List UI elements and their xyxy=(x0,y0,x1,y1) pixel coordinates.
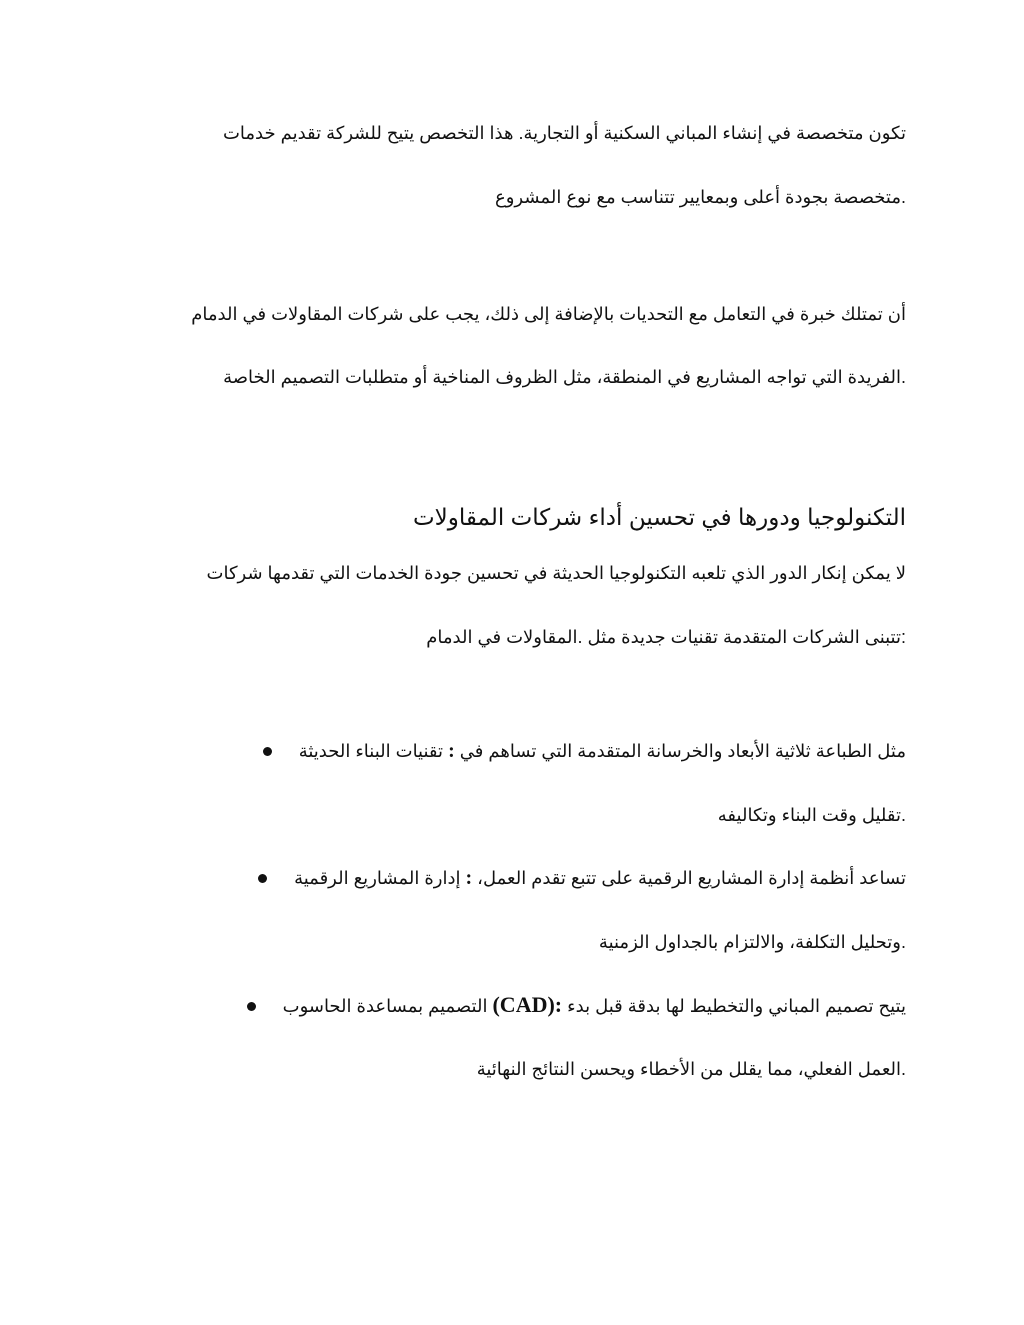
bullet-1-body: مثل الطباعة ثلاثية الأبعاد والخرسانة المتقدمة التي تساهم في xyxy=(459,741,906,761)
bullet-item-1 xyxy=(263,738,906,764)
bullet-1-dot xyxy=(263,747,272,756)
bullet-2-body: تساعد أنظمة إدارة المشاريع الرقمية على تتبع تقدم العمل، xyxy=(477,868,906,888)
bullet-3-abbr: (CAD): xyxy=(492,992,563,1017)
bullet-1-colon: : xyxy=(448,740,455,762)
section-intro-line-2: :تتبنى الشركات المتقدمة تقنيات جديدة مثل .المقاولات في الدمام xyxy=(426,627,906,647)
paragraph-1-line-1: تكون متخصصة في إنشاء المباني السكنية أو التجارية. هذا التخصص يتيح للشركة تقديم خدمات xyxy=(222,123,906,143)
section-heading: التكنولوجيا ودورها في تحسين أداء شركات المقاولات xyxy=(413,504,906,530)
bullet-3-body: يتيح تصميم المباني والتخطيط لها بدقة قبل بدء xyxy=(567,996,906,1016)
bullet-3-label: التصميم بمساعدة الحاسوب xyxy=(282,996,488,1016)
paragraph-1-line-2: .متخصصة بجودة أعلى وبمعايير تتناسب مع نوع المشروع xyxy=(495,187,906,207)
paragraph-2-line-2: .الفريدة التي تواجه المشاريع في المنطقة، مثل الظروف المناخية أو متطلبات التصميم الخاصة xyxy=(223,367,906,387)
bullet-3-dot xyxy=(247,1002,256,1011)
bullet-2-dot xyxy=(258,874,267,883)
bullet-2-label: إدارة المشاريع الرقمية xyxy=(294,868,461,888)
bullet-3-continuation: .العمل الفعلي، مما يقلل من الأخطاء ويحسن النتائج النهائية xyxy=(476,1059,906,1079)
bullet-1-label: تقنيات البناء الحديثة xyxy=(298,741,444,761)
bullet-2-continuation: .وتحليل التكلفة، والالتزام بالجداول الزمنية xyxy=(598,932,906,952)
bullet-item-3 xyxy=(247,992,906,1019)
section-intro-line-1: لا يمكن إنكار الدور الذي تلعبه التكنولوجيا الحديثة في تحسين جودة الخدمات التي تقدمها شركات xyxy=(206,563,906,583)
bullet-item-2 xyxy=(258,865,906,891)
paragraph-2-line-1: أن تمتلك خبرة في التعامل مع التحديات بالإضافة إلى ذلك، يجب على شركات المقاولات في الدمام xyxy=(191,304,906,324)
bullet-2-colon: : xyxy=(465,867,473,889)
bullet-1-continuation: .تقليل وقت البناء وتكاليفه xyxy=(717,805,906,825)
